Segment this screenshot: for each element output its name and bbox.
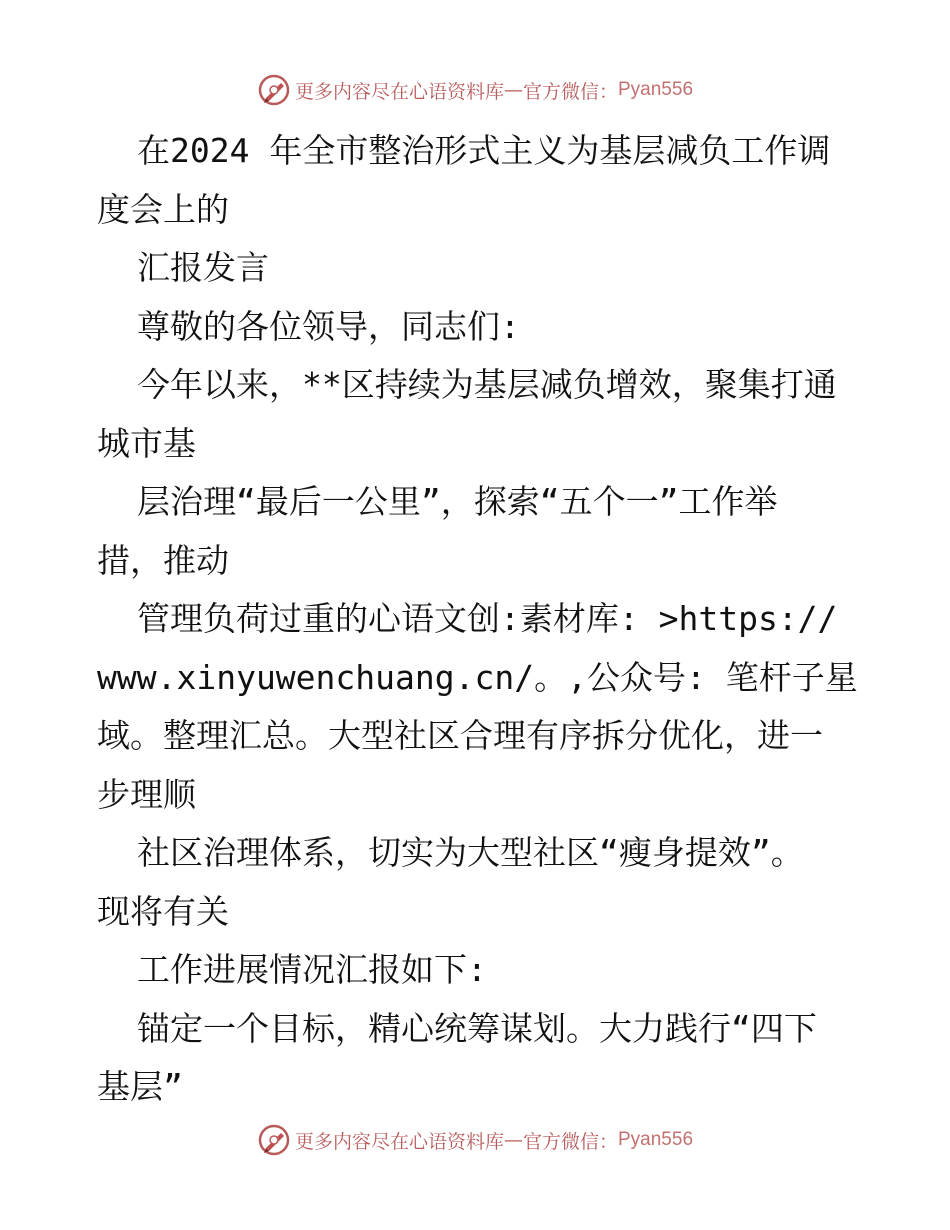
body-line: 域。整理汇总。大型社区合理有序拆分优化，进一 [97, 716, 823, 755]
body-line: 汇报发言 [137, 248, 269, 287]
banner-separator: — [503, 1129, 523, 1151]
banner-wechat-id: Pyan556 [618, 1129, 694, 1150]
body-line: 工作进展情况汇报如下: [137, 950, 487, 989]
body-line: 管理负荷过重的心语文创:素材库: >https:// [137, 599, 838, 638]
header-banner [0, 70, 950, 110]
banner-separator: — [503, 79, 523, 101]
body-line: 今年以来，**区持续为基层减负增效，聚集打通 [137, 365, 837, 404]
footer-banner [0, 1120, 950, 1160]
body-line: 措，推动 [97, 540, 229, 580]
banner-main-text: 更多内容尽在心语资料库 [294, 80, 504, 103]
body-line: www.xinyuwenchuang.cn/。,公众号: 笔杆子星 [97, 657, 858, 697]
body-line: 社区治理体系，切实为大型社区“瘦身提效”。 [137, 833, 804, 872]
body-line: 现将有关 [97, 891, 229, 931]
body-line: 层治理“最后一公里”，探索“五个一”工作举 [137, 482, 778, 521]
document-body [97, 122, 857, 1117]
body-line: 尊敬的各位领导，同志们: [137, 306, 520, 346]
pen-logo-icon [257, 73, 291, 107]
banner-main-text: 更多内容尽在心语资料库 [294, 1130, 504, 1153]
banner-suffix-text: 官方微信： [522, 80, 618, 103]
body-line: 度会上的 [97, 189, 229, 229]
pen-logo-icon [257, 1123, 291, 1157]
body-line: 在2024 年全市整治形式主义为基层减负工作调 [137, 131, 831, 170]
body-line: 步理顺 [97, 774, 196, 814]
body-line: 锚定一个目标，精心统筹谋划。大力践行“四下 [137, 1008, 817, 1048]
banner-suffix-text: 官方微信： [522, 1130, 618, 1153]
banner-wechat-id: Pyan556 [618, 79, 694, 100]
body-line: 城市基 [97, 423, 196, 463]
body-line: 基层” [97, 1067, 183, 1106]
